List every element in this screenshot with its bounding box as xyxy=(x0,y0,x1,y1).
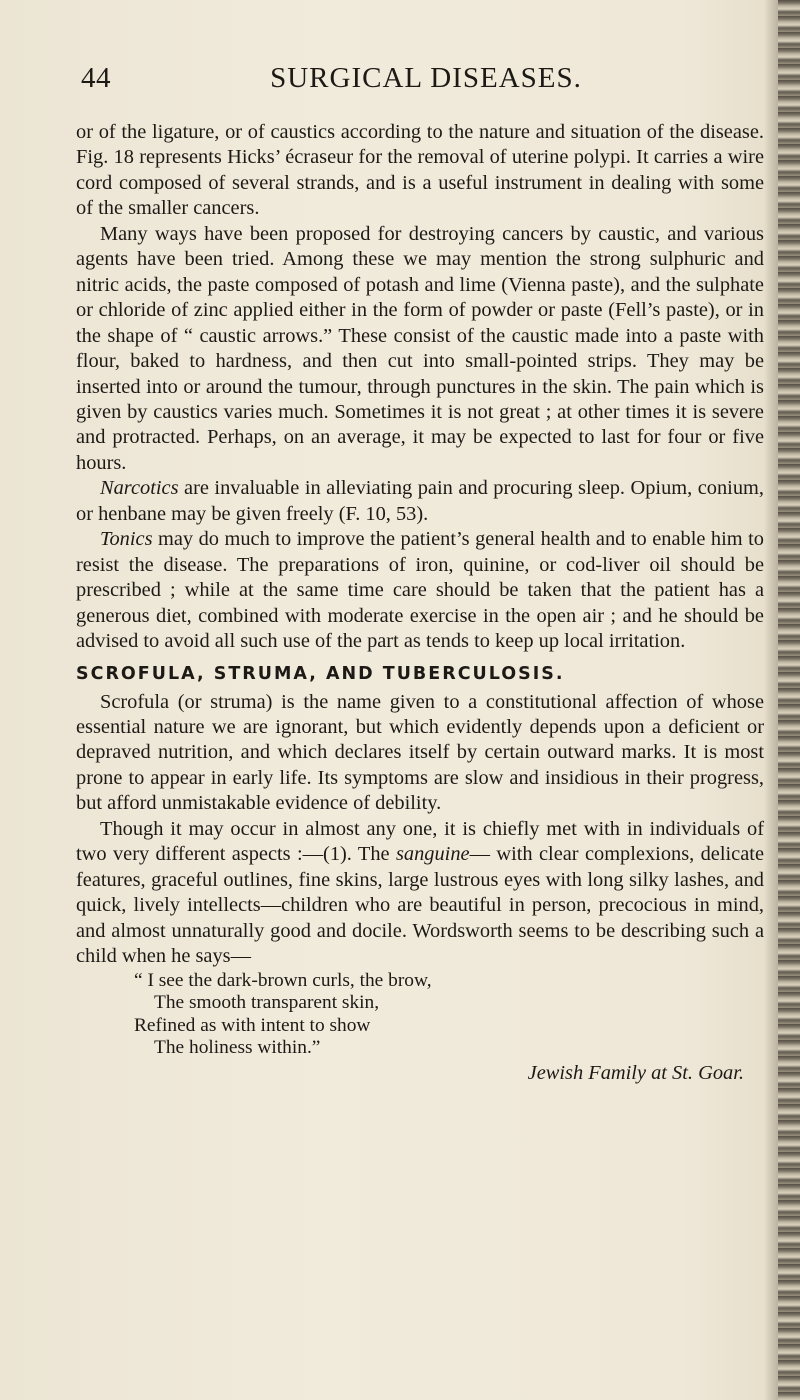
aspects-text-after: — with clear complexions, delicate features, graceful outlines, fine skins, large lustrous eyes with long silky lashes, and quick, lively intellects—children who are beautiful in person, precocious in mind, and almost unnaturally good and docile. Wordsworth seems to be describing such a child when he says— xyxy=(76,843,764,968)
section-heading: SCROFULA, STRUMA, AND TUBERCULOSIS. xyxy=(76,663,565,684)
tonics-term: Tonics xyxy=(100,528,153,551)
page-number: 44 xyxy=(81,62,111,94)
tonics-text: may do much to improve the patient’s general health and to enable him to resist the disease. The preparations of iron, quinine, or cod-liver oil should be prescribed ; while at the same time care should be taken that the patient has a generous diet, combined with moderate exercise in the open air ; and he should be advised to avoid all such use of the part as tends to keep up local irritation. xyxy=(76,528,764,653)
page-body xyxy=(76,120,764,1086)
page-header xyxy=(81,62,771,102)
paragraph-scrofula: Scrofula (or struma) is the name given to a constitutional affection of whose essential nature we are ignorant, but which evidently depends upon a deficient or depraved nutrition, and which declares itself by certain outward marks. It is most prone to appear in early life. Its symptoms are slow and insidious in their progress, but afford unmistakable evidence of debility. xyxy=(76,690,764,815)
paragraph-tonics xyxy=(76,527,764,654)
paragraph-narcotics xyxy=(76,476,764,527)
poem-line: The smooth transparent skin, xyxy=(154,992,380,1013)
poem-line: Refined as with intent to show xyxy=(134,1014,371,1036)
page-edge-shadow xyxy=(764,0,778,1400)
paragraph-caustics: Many ways have been proposed for destroying cancers by caustic, and various agents have been tried. Among these we may mention the strong sulphuric and nitric acids, the paste composed of potash and lime (Vienna paste), and the sulphate or chloride of zinc applied either in the form of powder or paste (Fell’s paste), or in the shape of “ caustic arrows.” These consist of the caustic made into a paste with flour, baked to hardness, and then cut into small-pointed strips. They may be inserted into or around the tumour, through punctures in the skin. The pain which is given by caustics varies much. Sometimes it is not great ; at other times it is severe and protracted. Perhaps, on an average, it may be expected to last for four or five hours. xyxy=(76,222,764,474)
paragraph-aspects xyxy=(76,817,764,970)
paragraph-continuation: or of the ligature, or of caustics according to the nature and situation of the disease. Fig. 18 represents Hicks’ écraseur for the removal of uterine polypi. It carries a wire cord composed of several strands, and is a useful instrument in dealing with some of the smaller cancers. xyxy=(76,121,764,220)
poem-line: The holiness within.” xyxy=(154,1037,321,1058)
running-head: SURGICAL DISEASES. xyxy=(270,62,582,94)
poem-attribution: Jewish Family at St. Goar. xyxy=(527,1061,744,1084)
aspects-text-before: Though it may occur in almost any one, it is chiefly met with in individuals of two very different aspects :—(1). The xyxy=(76,817,764,866)
narcotics-term: Narcotics xyxy=(100,477,179,500)
poem-line: “ I see the dark-brown curls, the brow, xyxy=(134,969,432,991)
poem-quotation xyxy=(76,970,764,1060)
page-edge-stack xyxy=(778,0,800,1400)
sanguine-term: sanguine xyxy=(395,843,470,866)
narcotics-text: are invaluable in alleviating pain and procuring sleep. Opium, conium, or henbane may be given freely (F. 10, 53). xyxy=(76,477,764,525)
